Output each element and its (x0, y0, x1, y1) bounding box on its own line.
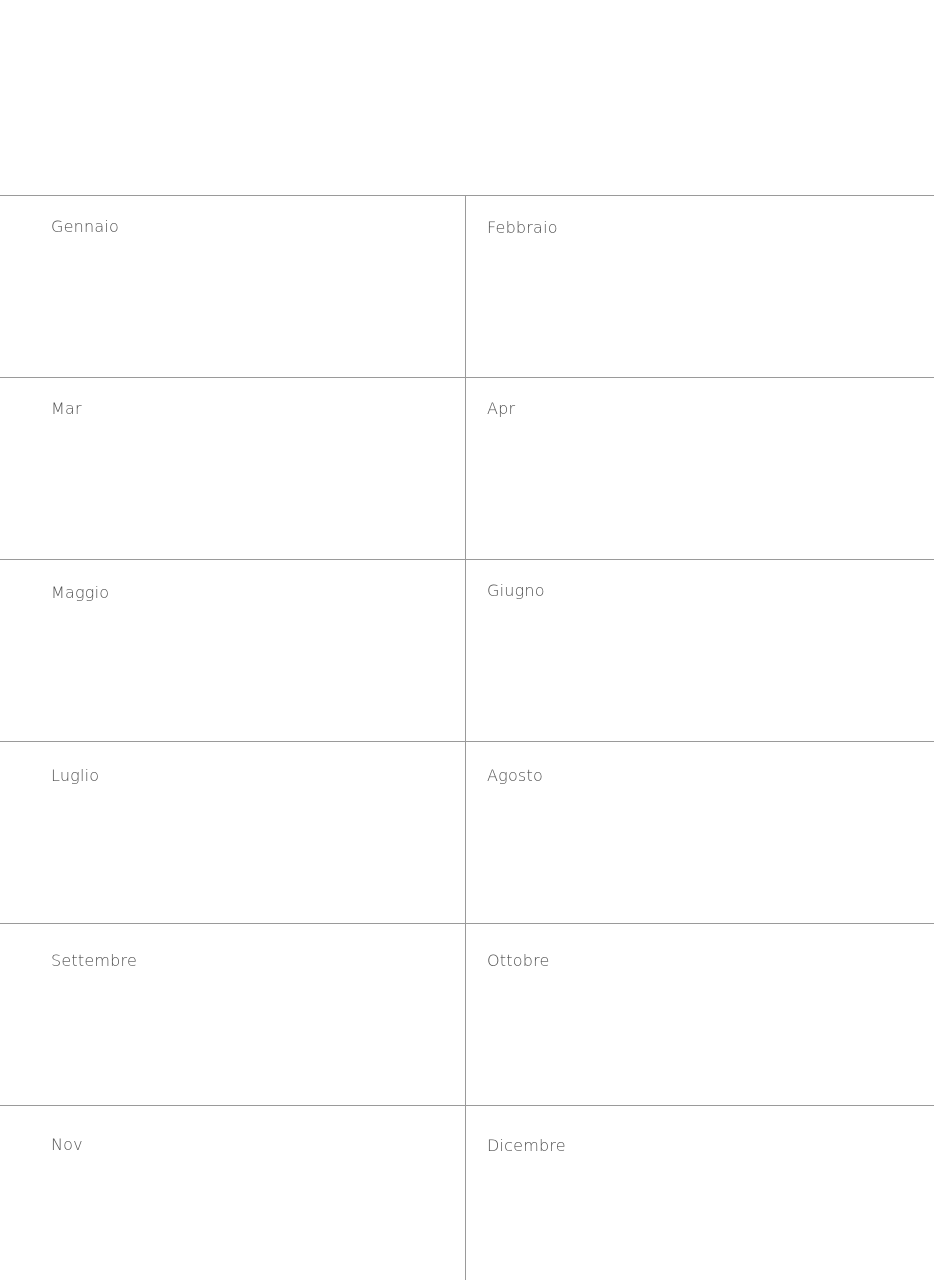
month-label: Giugno (487, 581, 545, 600)
month-cell-febbraio[interactable] (466, 196, 934, 378)
month-label: Ottobre (487, 951, 550, 970)
month-label: Febbraio (487, 218, 558, 237)
month-planner-grid (0, 195, 934, 1280)
month-label: Gennaio (51, 217, 119, 236)
month-cell-settembre[interactable] (0, 924, 465, 1106)
month-label: Agosto (487, 766, 543, 785)
month-label: Apr (487, 399, 516, 418)
month-cell-maggio[interactable] (0, 560, 465, 742)
month-cell-apr[interactable] (466, 378, 934, 560)
month-cell-luglio[interactable] (0, 742, 465, 924)
month-cell-nov[interactable] (0, 1106, 465, 1288)
month-label: Maggio (51, 583, 110, 602)
month-cell-agosto[interactable] (466, 742, 934, 924)
month-label: Nov (51, 1135, 83, 1154)
month-cell-dicembre[interactable] (466, 1106, 934, 1288)
month-label: Dicembre (487, 1136, 566, 1155)
month-label: Mar (51, 399, 82, 418)
month-cell-giugno[interactable] (466, 560, 934, 742)
month-label: Luglio (51, 766, 100, 785)
month-cell-gennaio[interactable] (0, 196, 465, 378)
month-cell-ottobre[interactable] (466, 924, 934, 1106)
month-cell-mar[interactable] (0, 378, 465, 560)
month-label: Settembre (51, 951, 138, 970)
